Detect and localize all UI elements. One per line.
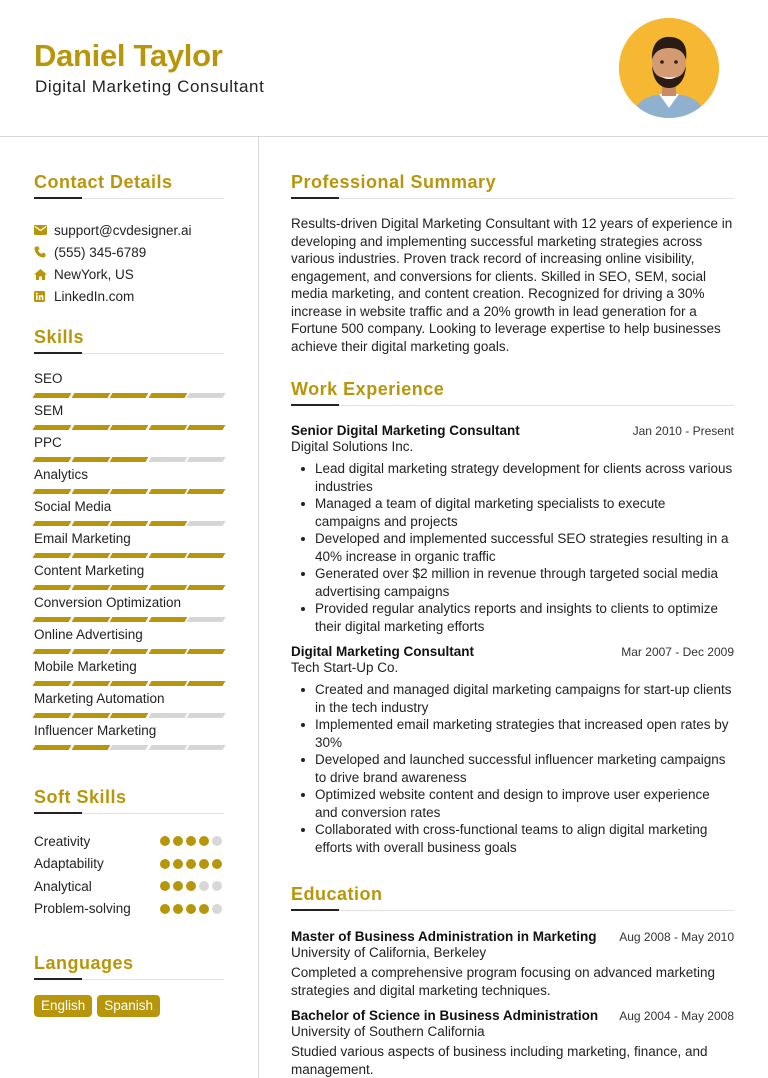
skill-rating <box>34 681 224 686</box>
education-description: Completed a comprehensive program focusing on advanced marketing strategies and digital marketing techniques. <box>291 965 715 998</box>
skill-rating-bar <box>33 681 71 686</box>
skill-rating-bar <box>148 489 186 494</box>
language-badge: Spanish <box>97 995 160 1017</box>
skill-rating-bar <box>71 713 109 718</box>
rating-dot <box>160 836 170 846</box>
section-underline <box>291 405 734 406</box>
soft-skill-name: Analytical <box>34 878 92 894</box>
skill-item <box>34 467 224 499</box>
soft-skill-rating <box>160 836 222 846</box>
resume-header <box>0 0 768 137</box>
job-date: Mar 2007 - Dec 2009 <box>621 645 734 659</box>
contact-email[interactable] <box>34 219 224 241</box>
job-bullet: Optimized website content and design to improve user experience and conversion rates <box>291 786 734 821</box>
skill-rating <box>34 745 224 750</box>
skill-rating-bar <box>71 393 109 398</box>
skill-item <box>34 371 224 403</box>
summary-section <box>291 172 734 355</box>
contact-location-text: NewYork, US <box>54 266 134 282</box>
contact-location <box>34 263 224 285</box>
section-underline <box>34 979 224 980</box>
skill-rating-bar <box>33 553 71 558</box>
contact-phone-text: (555) 345-6789 <box>54 244 147 260</box>
job-bullets <box>291 681 734 856</box>
section-underline <box>34 813 224 814</box>
skill-rating-bar <box>187 585 225 590</box>
job-company: Tech Start-Up Co. <box>291 660 399 675</box>
soft-skills-list <box>34 830 224 920</box>
avatar-portrait-icon <box>619 18 719 118</box>
job-bullet: Created and managed digital marketing campaigns for start-up clients in the tech industry <box>291 681 734 716</box>
job-bullet: Managed a team of digital marketing specialists to execute campaigns and projects <box>291 495 734 530</box>
skill-rating-bar <box>148 393 186 398</box>
skill-item <box>34 627 224 659</box>
skill-rating-bar <box>148 425 186 430</box>
skills-section <box>34 327 224 755</box>
experience-title: Work Experience <box>291 379 445 399</box>
skill-item <box>34 563 224 595</box>
skill-rating-bar <box>110 489 148 494</box>
skill-rating <box>34 585 224 590</box>
skill-item <box>34 499 224 531</box>
skill-name: PPC <box>34 435 62 450</box>
education-section <box>291 884 734 1078</box>
section-underline <box>34 353 224 354</box>
skill-name: Email Marketing <box>34 531 131 546</box>
education-description: Studied various aspects of business including marketing, finance, and management. <box>291 1044 708 1077</box>
job-bullet: Generated over $2 million in revenue through targeted social media advertising campaigns <box>291 565 734 600</box>
home-icon <box>34 267 54 281</box>
skill-rating-bar <box>33 713 71 718</box>
language-badge: English <box>34 995 92 1017</box>
skill-rating <box>34 617 224 622</box>
skill-rating-bar <box>110 521 148 526</box>
summary-title: Professional Summary <box>291 172 497 192</box>
job-bullet: Lead digital marketing strategy development for clients across various industries <box>291 460 734 495</box>
skill-rating-bar <box>187 521 225 526</box>
rating-dot <box>212 836 222 846</box>
skill-name: Conversion Optimization <box>34 595 182 610</box>
job-entry <box>291 644 734 856</box>
skill-rating-bar <box>187 425 225 430</box>
skill-rating-bar <box>110 649 148 654</box>
skill-rating-bar <box>187 393 225 398</box>
rating-dot <box>199 904 209 914</box>
summary-text: Results-driven Digital Marketing Consultant with 12 years of experience in developing and implementing successful marketing strategies across various industries. Proven track record of increasing online visibility, engagement, and conversions for clients. Skilled in SEO, SEM, social media marketing, and content creation. Recognized for driving a 30% increase in website traffic and a 20% growth in lead generation for a Fortune 500 company. Looking to leverage expertise to help businesses achieve their digital marketing goals. <box>291 216 733 354</box>
soft-skill-name: Problem-solving <box>34 901 131 917</box>
job-header <box>291 423 734 438</box>
soft-skill-item <box>34 875 224 898</box>
skill-rating <box>34 553 224 558</box>
rating-dot <box>199 836 209 846</box>
skill-name: Social Media <box>34 499 112 514</box>
rating-dot <box>212 904 222 914</box>
rating-dot <box>173 881 183 891</box>
skill-rating <box>34 521 224 526</box>
linkedin-icon <box>34 289 54 303</box>
skill-rating-bar <box>33 457 71 462</box>
rating-dot <box>212 881 222 891</box>
soft-skill-name: Creativity <box>34 833 91 849</box>
skill-rating-bar <box>71 649 109 654</box>
soft-skill-rating <box>160 881 222 891</box>
skill-item <box>34 435 224 467</box>
contact-list <box>34 219 224 307</box>
skill-rating-bar <box>71 521 109 526</box>
skill-name: Mobile Marketing <box>34 659 137 674</box>
skill-rating-bar <box>110 681 148 686</box>
skill-name: SEM <box>34 403 64 418</box>
job-bullets <box>291 460 734 635</box>
soft-skills-title: Soft Skills <box>34 787 127 807</box>
rating-dot <box>186 836 196 846</box>
skill-rating-bar <box>33 521 71 526</box>
skill-item <box>34 723 224 755</box>
contact-linkedin-text: LinkedIn.com <box>54 288 135 304</box>
soft-skill-item <box>34 898 224 921</box>
rating-dot <box>173 836 183 846</box>
education-header <box>291 1008 734 1023</box>
skill-rating-bar <box>148 713 186 718</box>
rating-dot <box>199 859 209 869</box>
skill-item <box>34 659 224 691</box>
job-bullet: Developed and implemented successful SEO strategies resulting in a 40% increase in organic traffic <box>291 530 734 565</box>
education-date: Aug 2004 - May 2008 <box>619 1009 734 1023</box>
job-header <box>291 644 734 659</box>
education-school: University of Southern California <box>291 1024 485 1039</box>
skill-rating-bar <box>110 393 148 398</box>
skill-rating-bar <box>187 553 225 558</box>
rating-dot <box>160 881 170 891</box>
skill-rating-bar <box>187 713 225 718</box>
soft-skills-section <box>34 787 224 920</box>
job-date: Jan 2010 - Present <box>632 424 734 438</box>
skill-rating-bar <box>187 457 225 462</box>
skill-rating-bar <box>187 681 225 686</box>
skill-item <box>34 691 224 723</box>
contact-linkedin[interactable] <box>34 285 224 307</box>
skill-rating-bar <box>33 617 71 622</box>
skill-rating-bar <box>110 553 148 558</box>
skill-rating <box>34 489 224 494</box>
skill-rating-bar <box>71 585 109 590</box>
skill-name: Online Advertising <box>34 627 143 642</box>
education-entry <box>291 1008 734 1078</box>
rating-dot <box>173 904 183 914</box>
education-title: Education <box>291 884 383 904</box>
rating-dot <box>212 859 222 869</box>
skill-rating-bar <box>33 489 71 494</box>
job-bullet: Developed and launched successful influencer marketing campaigns to drive brand awareness <box>291 751 734 786</box>
skill-item <box>34 403 224 435</box>
skill-rating-bar <box>33 393 71 398</box>
rating-dot <box>173 859 183 869</box>
skill-rating-bar <box>71 745 109 750</box>
skill-rating-bar <box>148 617 186 622</box>
skill-rating-bar <box>187 489 225 494</box>
skill-rating-bar <box>187 617 225 622</box>
education-header <box>291 929 734 944</box>
rating-dot <box>160 904 170 914</box>
rating-dot <box>186 904 196 914</box>
skill-rating-bar <box>110 745 148 750</box>
experience-section <box>291 379 734 856</box>
contact-phone[interactable] <box>34 241 224 263</box>
skill-rating-bar <box>71 681 109 686</box>
job-bullet: Provided regular analytics reports and insights to clients to optimize their digital marketing efforts <box>291 600 734 635</box>
phone-icon <box>34 245 54 259</box>
skill-name: Influencer Marketing <box>34 723 157 738</box>
envelope-icon <box>34 223 54 237</box>
skill-rating-bar <box>71 425 109 430</box>
skill-rating-bar <box>148 745 186 750</box>
skill-rating-bar <box>110 425 148 430</box>
soft-skill-item <box>34 853 224 876</box>
section-underline <box>291 910 734 911</box>
skill-rating-bar <box>110 617 148 622</box>
skill-rating-bar <box>187 649 225 654</box>
skills-list <box>34 371 224 755</box>
skill-rating-bar <box>71 617 109 622</box>
skill-rating-bar <box>71 489 109 494</box>
skill-rating-bar <box>187 745 225 750</box>
languages-title: Languages <box>34 953 134 973</box>
skill-rating-bar <box>71 457 109 462</box>
skill-name: Content Marketing <box>34 563 145 578</box>
skill-rating-bar <box>148 649 186 654</box>
soft-skill-name: Adaptability <box>34 856 104 872</box>
skill-rating-bar <box>148 457 186 462</box>
skill-rating-bar <box>110 585 148 590</box>
skill-rating-bar <box>33 649 71 654</box>
skill-rating <box>34 393 224 398</box>
skill-rating <box>34 713 224 718</box>
skill-rating-bar <box>110 713 148 718</box>
job-company: Digital Solutions Inc. <box>291 439 414 454</box>
education-entry <box>291 929 734 999</box>
contact-section <box>34 172 224 307</box>
soft-skill-rating <box>160 904 222 914</box>
candidate-title: Digital Marketing Consultant <box>35 77 265 96</box>
skill-item <box>34 595 224 627</box>
skill-name: SEO <box>34 371 63 386</box>
skill-rating-bar <box>148 681 186 686</box>
skill-rating-bar <box>33 425 71 430</box>
skill-rating <box>34 457 224 462</box>
skill-rating <box>34 649 224 654</box>
candidate-name: Daniel Taylor <box>34 38 223 73</box>
skill-item <box>34 531 224 563</box>
skill-rating-bar <box>33 585 71 590</box>
languages-section <box>34 953 224 1017</box>
skill-name: Marketing Automation <box>34 691 165 706</box>
profile-photo <box>619 18 719 118</box>
skills-title: Skills <box>34 327 85 347</box>
soft-skill-item <box>34 830 224 853</box>
education-school: University of California, Berkeley <box>291 945 487 960</box>
job-bullet: Collaborated with cross-functional teams to align digital marketing efforts with overall business goals <box>291 821 734 856</box>
skill-rating-bar <box>110 457 148 462</box>
skill-rating-bar <box>148 553 186 558</box>
job-bullet: Implemented email marketing strategies that increased open rates by 30% <box>291 716 734 751</box>
rating-dot <box>186 859 196 869</box>
languages-list <box>34 995 224 1017</box>
job-entry <box>291 423 734 635</box>
section-underline <box>34 198 224 199</box>
section-underline <box>291 198 734 199</box>
skill-rating-bar <box>33 745 71 750</box>
soft-skill-rating <box>160 859 222 869</box>
education-degree: Bachelor of Science in Business Administration <box>291 1008 599 1023</box>
job-role: Senior Digital Marketing Consultant <box>291 423 520 438</box>
job-role: Digital Marketing Consultant <box>291 644 475 659</box>
skill-name: Analytics <box>34 467 89 482</box>
contact-title: Contact Details <box>34 172 173 192</box>
contact-email-text: support@cvdesigner.ai <box>54 222 192 238</box>
column-divider <box>258 137 259 1078</box>
skill-rating <box>34 425 224 430</box>
rating-dot <box>186 881 196 891</box>
skill-rating-bar <box>148 585 186 590</box>
rating-dot <box>160 859 170 869</box>
rating-dot <box>199 881 209 891</box>
skill-rating-bar <box>148 521 186 526</box>
education-date: Aug 2008 - May 2010 <box>619 930 734 944</box>
education-degree: Master of Business Administration in Marketing <box>291 929 597 944</box>
skill-rating-bar <box>71 553 109 558</box>
